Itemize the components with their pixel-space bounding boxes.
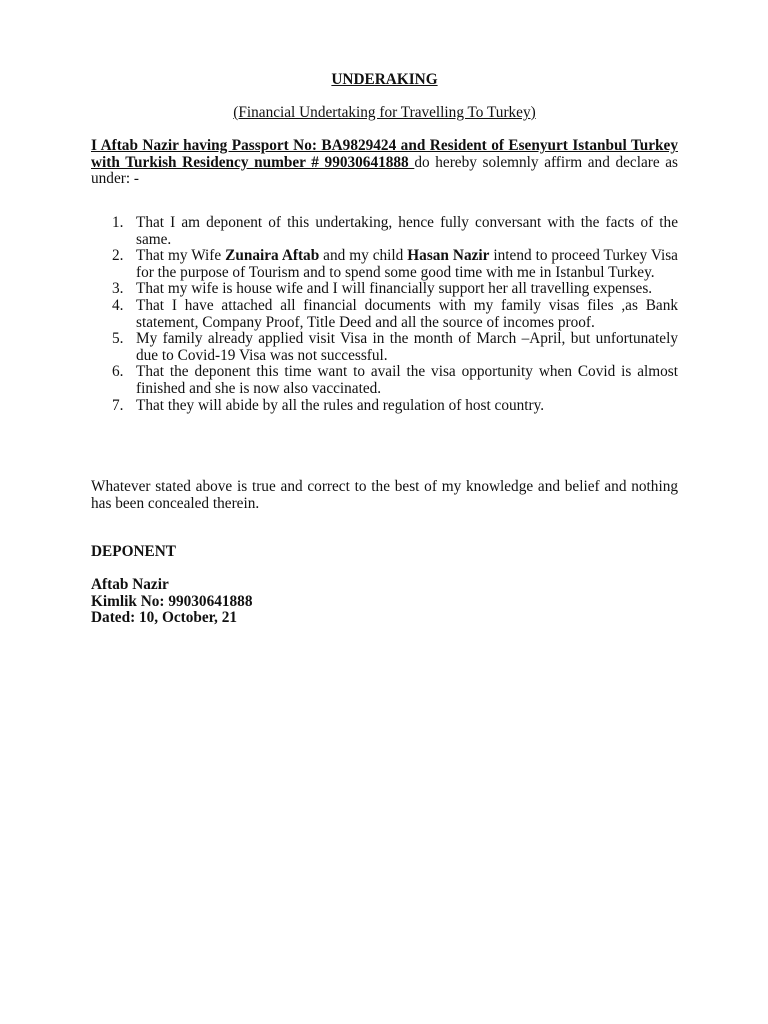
list-item-number: 4.: [112, 296, 124, 314]
list-item-text: That my wife is house wife and I will financially support her all travelling expenses.: [136, 280, 653, 298]
list-item-number: 7.: [112, 396, 124, 414]
list-item: [91, 331, 678, 364]
list-item-text: That the deponent this time want to avail the visa opportunity when Covid is almost finished and she is now also vaccinated.: [136, 363, 678, 397]
list-item-text: My family already applied visit Visa in the month of March –April, but unfortunately due to Covid-19 Visa was not successful.: [136, 330, 678, 364]
list-item: [91, 215, 678, 248]
deponent-name: Aftab Nazir: [91, 576, 169, 593]
child-name: Hasan Nazir: [407, 247, 490, 265]
list-item-number: 1.: [112, 214, 124, 231]
list-item-text: That I have attached all financial documents with my family visas files ,as Bank statement, Company Proof, Title Deed and all the source of incomes proof.: [136, 296, 678, 331]
list-item-text: That my Wife: [136, 247, 226, 265]
list-item-text: That I am deponent of this undertaking, hence fully conversant with the facts of the same.: [136, 214, 678, 248]
list-item-text: That they will abide by all the rules and regulation of host country.: [136, 396, 545, 414]
list-item: [91, 398, 678, 415]
intro-paragraph: [91, 138, 678, 188]
document-page: [91, 0, 678, 1024]
dated-line: Dated: 10, October, 21: [91, 609, 238, 627]
document-subtitle: (Financial Undertaking for Travelling To Turkey): [233, 104, 536, 121]
closing-statement: Whatever stated above is true and correct to the best of my knowledge and belief and nothing has been concealed therein.: [91, 478, 678, 512]
list-item: [91, 364, 678, 397]
list-item: [91, 298, 678, 331]
intro-declarant-details: I Aftab Nazir having Passport No: BA9829424 and Resident of Esenyurt Istanbul Turkey with Turkish Residency number # 99030641888: [91, 137, 678, 171]
list-item-number: 6.: [112, 363, 124, 381]
list-item: [91, 248, 678, 281]
signature-block: [91, 577, 252, 627]
undertaking-list: [91, 215, 678, 414]
kimlik-number: Kimlik No: 99030641888: [91, 592, 253, 610]
list-item-number: 2.: [112, 247, 124, 265]
deponent-label: DEPONENT: [91, 543, 176, 560]
document-title: UNDERAKING: [331, 71, 438, 88]
intro-affirmation: do hereby solemnly affirm and declare as under: -: [91, 153, 679, 188]
wife-name: Zunaira Aftab: [225, 247, 320, 265]
list-item-text: and my child: [319, 247, 408, 265]
list-item-text: intend to proceed Turkey Visa for the purpose of Tourism and to spend some good time with me in Istanbul Turkey.: [136, 247, 678, 281]
list-item-number: 3.: [112, 280, 124, 298]
list-item: [91, 281, 678, 298]
list-item-number: 5.: [112, 330, 124, 348]
